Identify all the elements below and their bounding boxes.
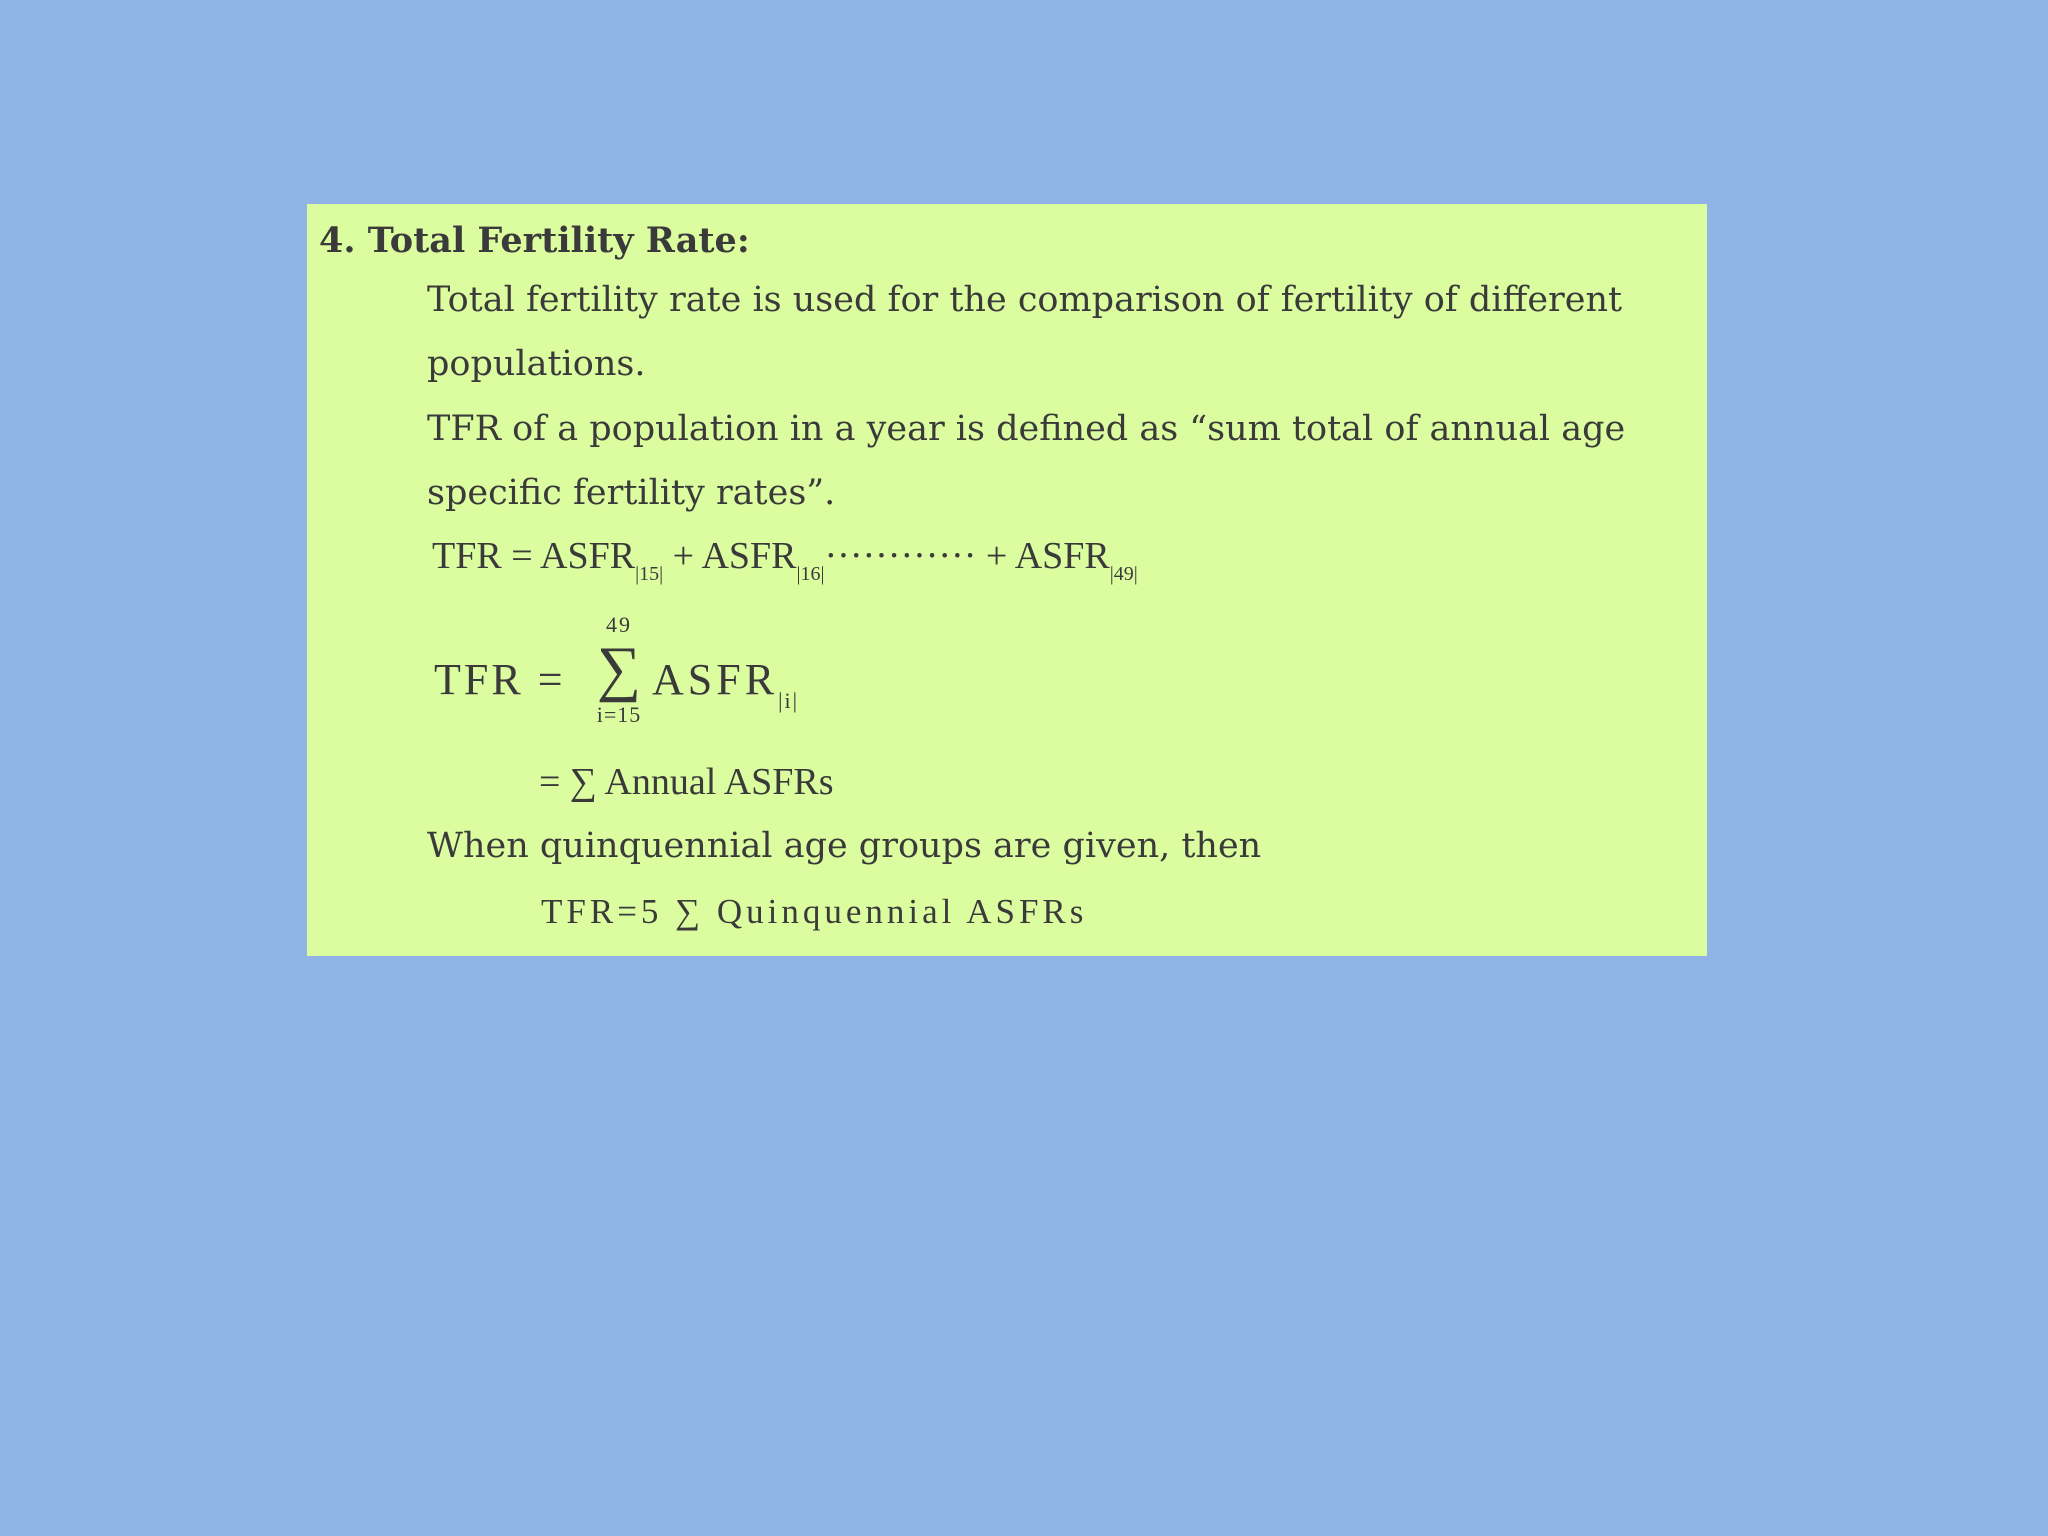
formula2-sub-i: |i|: [778, 688, 799, 713]
content-panel: [307, 204, 1707, 956]
summation-block: [589, 612, 649, 732]
formula1-mid2: ············ + ASFR: [824, 535, 1110, 577]
tfr-sum-formula: [432, 534, 1138, 586]
formula2-term: ASFR: [652, 655, 779, 704]
section-heading: 4. Total Fertility Rate:: [319, 220, 750, 261]
formula2-rhs: [652, 654, 799, 714]
paragraph-line-2: populations.: [427, 344, 646, 384]
quinquennial-note: When quinquennial age groups are given, then: [427, 826, 1262, 866]
summation-icon: ∑: [596, 635, 642, 703]
annual-asfrs-formula: = ∑ Annual ASFRs: [539, 761, 834, 803]
paragraph-line-3: TFR of a population in a year is defined as “sum total of annual age: [427, 409, 1626, 449]
formula1-lhs: TFR = ASFR: [432, 535, 636, 577]
summation-lower-limit: i=15: [596, 702, 642, 727]
formula1-sub-49: |49|: [1109, 563, 1138, 585]
quinquennial-formula: TFR=5 ∑ Quinquennial ASFRs: [541, 892, 1088, 931]
summation-upper-limit: 49: [606, 612, 632, 637]
formula1-sub-16: |16|: [796, 563, 825, 585]
paragraph-line-4: specific fertility rates”.: [427, 473, 836, 513]
formula2-lhs: TFR =: [434, 655, 566, 704]
formula1-sub-15: |15|: [635, 563, 664, 585]
formula1-mid1: + ASFR: [663, 535, 797, 577]
paragraph-line-1: Total fertility rate is used for the comparison of fertility of different: [427, 280, 1623, 320]
tfr-sigma-formula: [434, 612, 1034, 732]
